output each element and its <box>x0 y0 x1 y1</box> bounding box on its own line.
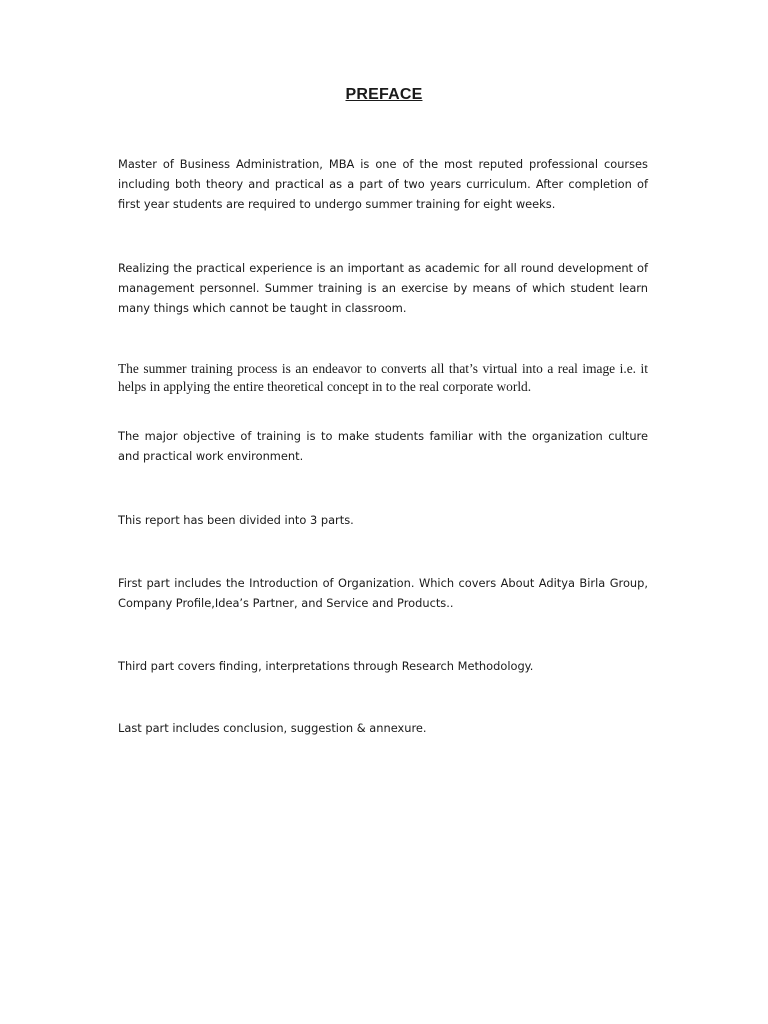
paragraph-training-objective: The major objective of training is to make students familiar with the organization culture and practical work environment. <box>118 429 648 463</box>
paragraph-report-parts: This report has been divided into 3 parts. <box>118 513 354 527</box>
paragraph-training-process: The summer training process is an endeavor to converts all that’s virtual into a real image i.e. it helps in applying the entire theoretical concept in to the real corporate world. <box>118 361 648 394</box>
paragraph-third-part: Third part covers finding, interpretations through Research Methodology. <box>118 659 534 673</box>
paragraph-last-part: Last part includes conclusion, suggestion & annexure. <box>118 721 427 735</box>
paragraph-practical-experience: Realizing the practical experience is an important as academic for all round development of management personnel. Summer training is an exercise by means of which student learn many things which cannot be taught in classroom. <box>118 261 648 315</box>
page-title: PREFACE <box>345 86 423 103</box>
paragraph-mba-intro: Master of Business Administration, MBA is one of the most reputed professional courses including both theory and practical as a part of two years curriculum. After completion of first year students are required to undergo summer training for eight weeks. <box>118 157 648 211</box>
paragraph-first-part: First part includes the Introduction of Organization. Which covers About Aditya Birla Group, Company Profile,Idea’s Partner, and Service and Products.. <box>118 576 648 610</box>
